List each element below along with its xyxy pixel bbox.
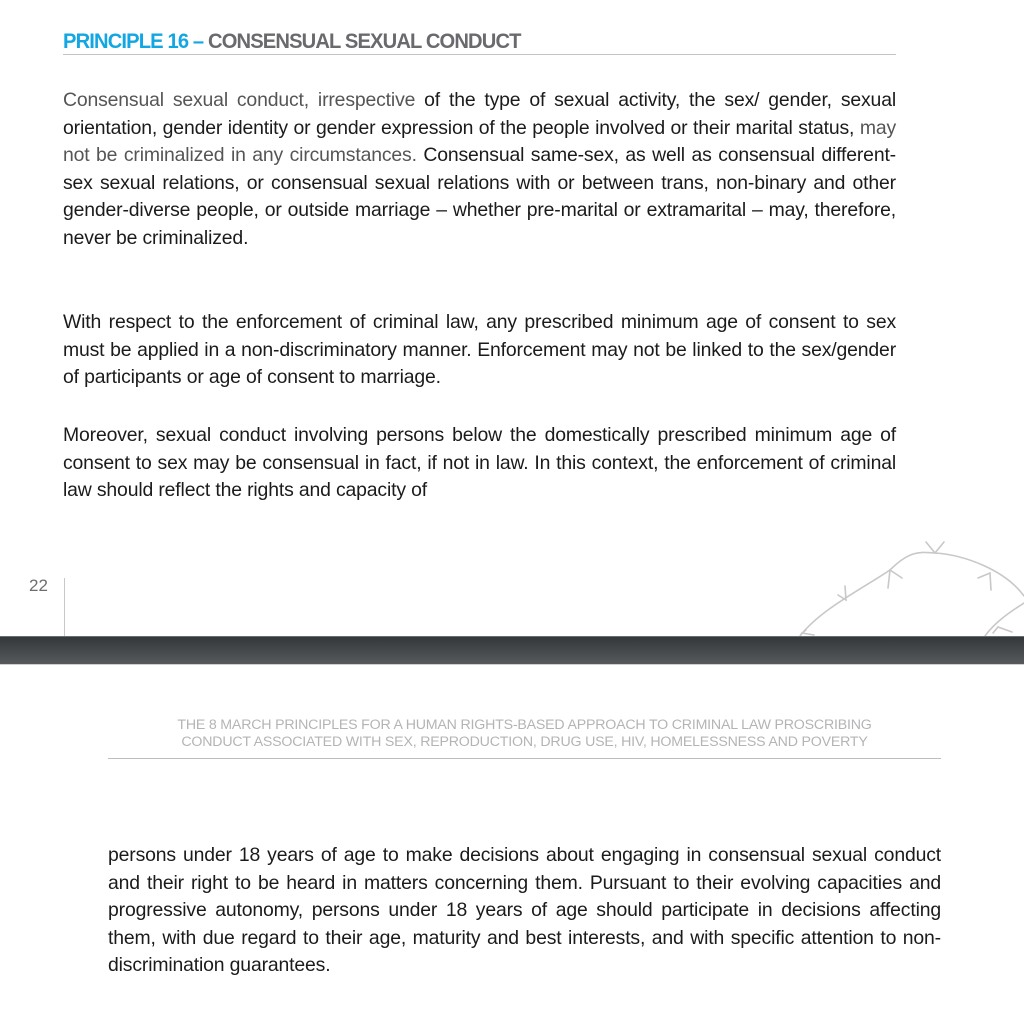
paragraph-1 bbox=[63, 87, 896, 253]
decorative-curve-inner bbox=[985, 603, 1024, 636]
paragraph-1-part-4: Consensual same-sex, as well as consensual different-sex sexual relations, or consensual sexual relations with or between trans, non-binary and other gender-diverse people, or outside marriage – whether pre-marital or extramarital – may, therefore, never be criminalized. bbox=[63, 144, 896, 249]
running-head-line-1: THE 8 MARCH PRINCIPLES FOR A HUMAN RIGHTS-BASED APPROACH TO CRIMINAL LAW PROSCRIBING bbox=[177, 717, 872, 733]
running-head-line-2: CONDUCT ASSOCIATED WITH SEX, REPRODUCTION, DRUG USE, HIV, HOMELESSNESS AND POVERTY bbox=[181, 734, 868, 750]
running-head-rule bbox=[108, 758, 941, 759]
paragraph-2: With respect to the enforcement of criminal law, any prescribed minimum age of consent to sex must be applied in a non-discriminatory manner. Enforcement may not be linked to the sex/gender of participants or age of consent to marriage. bbox=[63, 311, 896, 389]
principle-title: CONSENSUAL SEXUAL CONDUCT bbox=[203, 30, 521, 53]
principle-heading bbox=[63, 30, 521, 54]
decorative-curve-outer bbox=[800, 552, 1024, 636]
principle-number: PRINCIPLE 16 – bbox=[63, 30, 204, 53]
paragraph-1-part-2: of the type of sexual activity, the sex/ gender, sexual orientation, gender identity or gender expression of the people involved or their marital status, bbox=[63, 89, 896, 139]
arrow-mark bbox=[993, 627, 1012, 633]
arrow-mark bbox=[978, 573, 991, 590]
arrow-mark bbox=[926, 542, 944, 553]
arrow-mark bbox=[888, 570, 902, 588]
paragraph-1-part-1: Consensual sexual conduct, irrespective bbox=[63, 89, 416, 111]
paragraph-4: persons under 18 years of age to make decisions about engaging in consensual sexual conduct and their right to be heard in matters concerning them. Pursuant to their evolving capacities and progressive autonomy, persons under 18 years of age should participate in decisions affecting them, with due regard to their age, maturity and best interests, and with specific attention to non-discrimination guarantees. bbox=[108, 844, 941, 977]
page-number: 22 bbox=[29, 576, 48, 595]
arrow-mark bbox=[802, 630, 814, 635]
page-number-rule bbox=[64, 578, 65, 636]
running-head bbox=[108, 717, 941, 751]
paragraph-1-part-3: may not be criminalized in any circumstances. bbox=[63, 116, 896, 167]
page-separator-bar bbox=[0, 636, 1024, 665]
paragraph-3: Moreover, sexual conduct involving persons below the domestically prescribed minimum age of consent to sex may be consensual in fact, if not in law. In this context, the enforcement of criminal law should reflect the rights and capacity of bbox=[63, 424, 896, 502]
principle-heading-row bbox=[63, 30, 896, 55]
arrow-path-icon bbox=[780, 530, 1024, 636]
